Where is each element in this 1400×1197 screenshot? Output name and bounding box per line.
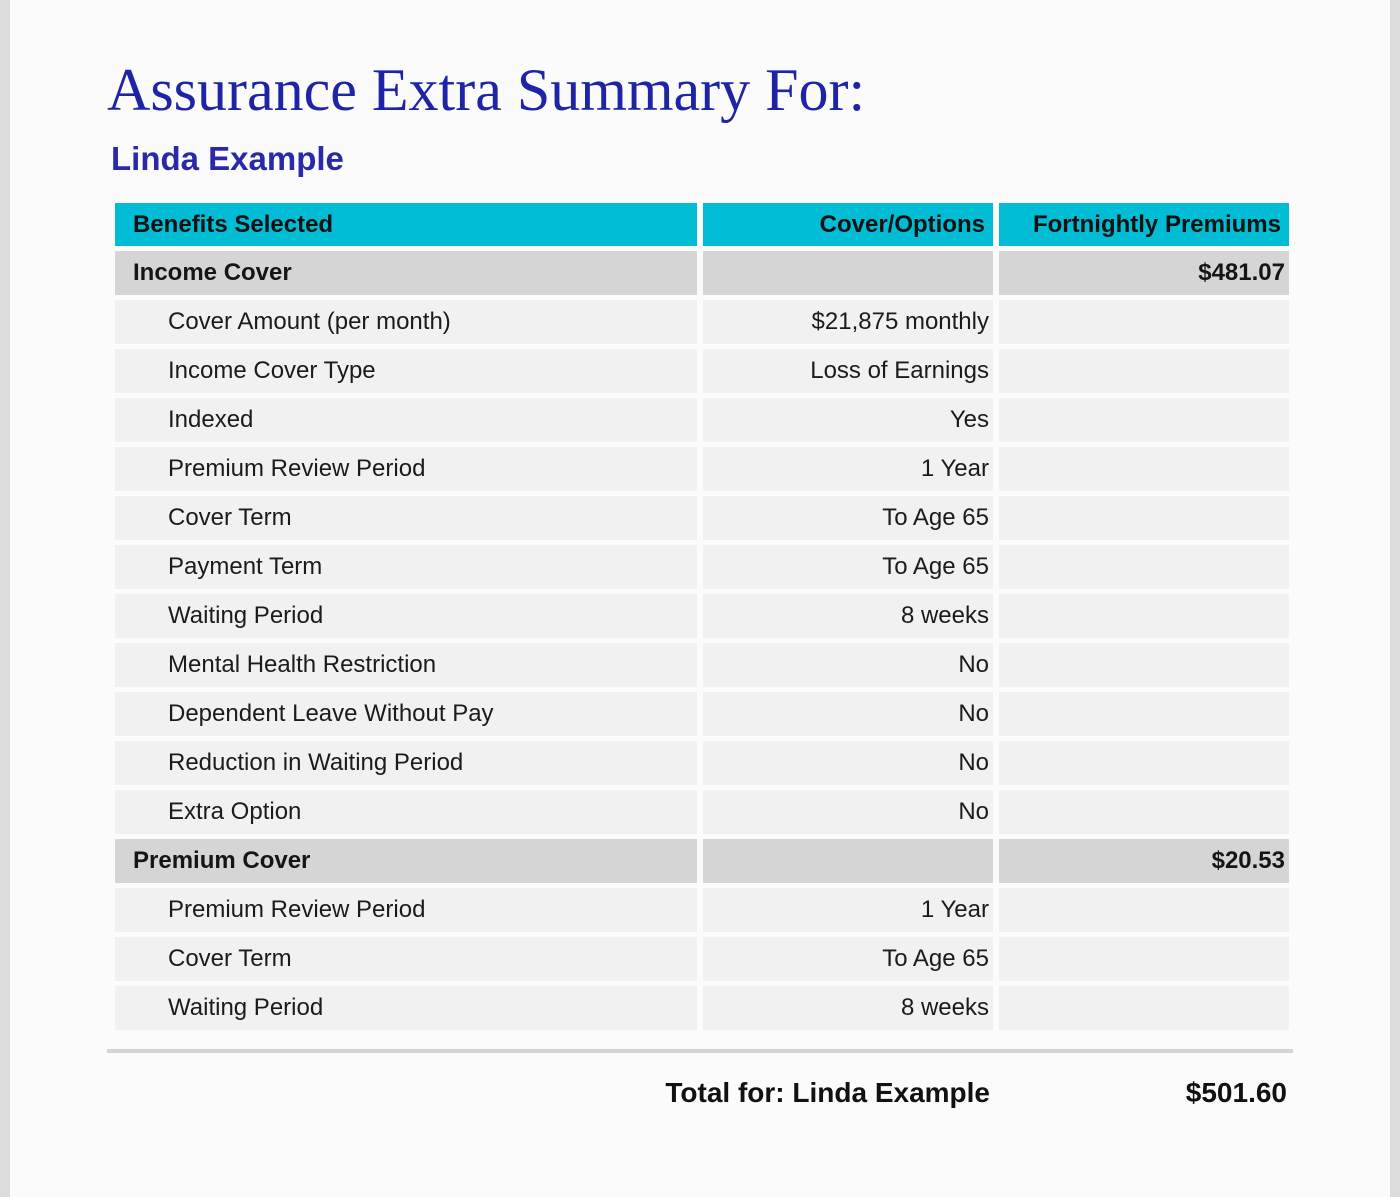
section-empty-cell — [703, 839, 993, 883]
table-row — [115, 692, 1289, 736]
section-row-income-cover — [115, 251, 1289, 295]
row-value: No — [703, 741, 993, 785]
row-premium-empty — [999, 888, 1289, 932]
table-row — [115, 545, 1289, 589]
row-label: Reduction in Waiting Period — [115, 741, 697, 785]
section-premium: $20.53 — [999, 839, 1289, 883]
row-value: Loss of Earnings — [703, 349, 993, 393]
document-page — [10, 0, 1390, 1197]
row-label: Cover Term — [115, 937, 697, 981]
row-value: To Age 65 — [703, 937, 993, 981]
table-row — [115, 300, 1289, 344]
row-premium-empty — [999, 692, 1289, 736]
section-row-premium-cover — [115, 839, 1289, 883]
row-label: Cover Term — [115, 496, 697, 540]
table-row — [115, 496, 1289, 540]
row-label: Income Cover Type — [115, 349, 697, 393]
row-premium-empty — [999, 643, 1289, 687]
row-label: Cover Amount (per month) — [115, 300, 697, 344]
row-label: Premium Review Period — [115, 888, 697, 932]
row-value: 1 Year — [703, 447, 993, 491]
row-value: No — [703, 790, 993, 834]
row-premium-empty — [999, 594, 1289, 638]
benefits-summary-table — [109, 198, 1295, 1035]
row-premium-empty — [999, 790, 1289, 834]
table-row — [115, 741, 1289, 785]
row-premium-empty — [999, 349, 1289, 393]
row-value: 8 weeks — [703, 986, 993, 1030]
table-row — [115, 594, 1289, 638]
row-premium-empty — [999, 496, 1289, 540]
table-row — [115, 447, 1289, 491]
total-label: Total for: Linda Example — [665, 1077, 990, 1108]
table-row — [115, 937, 1289, 981]
table-row — [115, 398, 1289, 442]
total-divider — [107, 1049, 1293, 1053]
table-row — [115, 986, 1289, 1030]
page-title: Assurance Extra Summary For: — [107, 57, 866, 123]
table-row — [115, 790, 1289, 834]
row-value: Yes — [703, 398, 993, 442]
header-cover-options: Cover/Options — [703, 203, 993, 246]
row-premium-empty — [999, 986, 1289, 1030]
row-label: Waiting Period — [115, 594, 697, 638]
total-amount: $501.60 — [1185, 1077, 1287, 1108]
section-name: Income Cover — [115, 251, 697, 295]
header-fortnightly-premiums: Fortnightly Premiums — [999, 203, 1289, 246]
row-value: No — [703, 692, 993, 736]
row-value: $21,875 monthly — [703, 300, 993, 344]
row-premium-empty — [999, 545, 1289, 589]
section-name: Premium Cover — [115, 839, 697, 883]
row-value: To Age 65 — [703, 496, 993, 540]
header-benefits-selected: Benefits Selected — [115, 203, 697, 246]
client-name: Linda Example — [111, 140, 344, 177]
row-premium-empty — [999, 300, 1289, 344]
section-premium: $481.07 — [999, 251, 1289, 295]
row-premium-empty — [999, 447, 1289, 491]
table-row — [115, 888, 1289, 932]
row-label: Waiting Period — [115, 986, 697, 1030]
row-value: To Age 65 — [703, 545, 993, 589]
section-empty-cell — [703, 251, 993, 295]
row-label: Premium Review Period — [115, 447, 697, 491]
row-value: 8 weeks — [703, 594, 993, 638]
row-premium-empty — [999, 741, 1289, 785]
row-label: Indexed — [115, 398, 697, 442]
row-value: No — [703, 643, 993, 687]
row-premium-empty — [999, 398, 1289, 442]
table-header-row — [115, 203, 1289, 246]
row-value: 1 Year — [703, 888, 993, 932]
row-label: Mental Health Restriction — [115, 643, 697, 687]
row-label: Payment Term — [115, 545, 697, 589]
row-premium-empty — [999, 937, 1289, 981]
row-label: Dependent Leave Without Pay — [115, 692, 697, 736]
row-label: Extra Option — [115, 790, 697, 834]
table-row — [115, 643, 1289, 687]
table-row — [115, 349, 1289, 393]
